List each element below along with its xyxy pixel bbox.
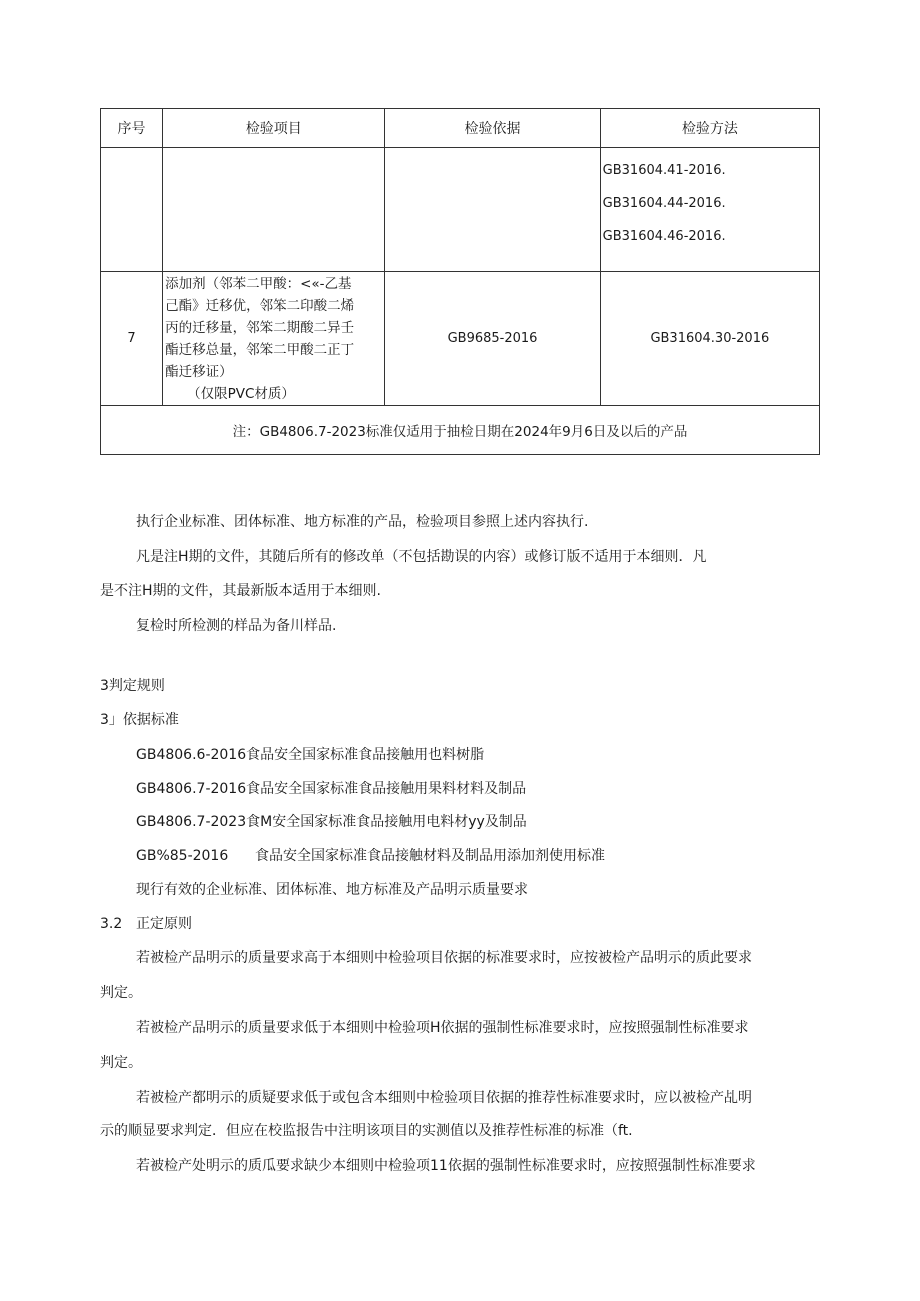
cell-method: GB31604.30-2016	[600, 272, 819, 406]
cell-item	[163, 148, 385, 272]
cell-basis: GB9685-2016	[385, 272, 600, 406]
table-row	[101, 272, 820, 406]
rule-paragraph: 若被检产都明示的质疑要求低于或包含本细则中检验项目依据的推荐性标准要求时，应以被检产乩明	[136, 1090, 752, 1106]
table-note: 注：GB4806.7-2023标准仅适用于抽检日期在2024年9月6日及以后的产品	[101, 406, 820, 455]
item-line: 己酯》迁移优，邻笨二印酸二烯	[165, 297, 355, 314]
item-line: 添加剂（邻苯二甲酸：<«-乙基	[165, 275, 352, 292]
rule-paragraph: 判定。	[100, 985, 142, 1001]
cell-serial	[101, 148, 163, 272]
cell-item	[163, 272, 385, 406]
table-header-row	[101, 109, 820, 148]
method-entry: GB31604.46-2016.	[602, 229, 726, 244]
subsection-heading: 3」依据标准	[100, 712, 179, 728]
subsection-title: 正定原则	[136, 916, 192, 932]
section-heading: 3判定规则	[100, 678, 165, 694]
table-note-row	[101, 406, 820, 455]
header-serial: 序号	[101, 109, 163, 148]
rule-paragraph: 示的顺显要求判定．但应在校监报告中注明该项目的实测值以及推荐性标准的标准（ft.	[100, 1123, 633, 1139]
rule-paragraph: 若被检产品明示的质量要求高于本细则中检验项目依据的标准要求时，应按被检产品明示的质此要求	[136, 950, 752, 966]
header-basis: 检验依据	[385, 109, 600, 148]
item-line: 丙的迁移量，邻笨二期酸二异壬	[165, 319, 355, 336]
item-note: （仅限PVC材质）	[187, 385, 295, 402]
standard-item: GB4806.7-2016食品安全国家标准食品接触用果料材料及制品	[136, 781, 527, 797]
standard-item-code: GB%85-2016	[136, 848, 229, 864]
paragraph: 凡是注H期的文件，其随后所有的修改单（不包括勘误的内容）或修订版不适用于本细则．凡	[136, 549, 707, 565]
rule-paragraph: 若被检产处明示的质瓜要求缺少本细则中检验项11依据的强制性标准要求时，应按照强制性标准要求	[136, 1158, 756, 1174]
item-line: 酯迁移总量，邻笨二甲酸二正丁	[165, 341, 355, 358]
item-line: 酯迁移证）	[165, 363, 233, 380]
subsection-number: 3.2	[100, 916, 123, 932]
cell-method	[600, 148, 819, 272]
standard-item: 现行有效的企业标准、团体标准、地方标准及产品明示质量要求	[136, 882, 528, 898]
standard-item: GB4806.6-2016食品安全国家标准食品接触用也料树脂	[136, 747, 485, 763]
method-entry: GB31604.41-2016.	[602, 163, 726, 178]
header-item: 检验项目	[163, 109, 385, 148]
standard-item-title: 食品安全国家标准食品接触材料及制品用添加剂使用标准	[255, 848, 605, 864]
paragraph: 是不注H期的文件，其最新版本适用于本细则.	[100, 583, 381, 599]
paragraph: 执行企业标准、团体标准、地方标准的产品，检验项目参照上述内容执行.	[136, 514, 589, 530]
cell-serial: 7	[101, 272, 163, 406]
rule-paragraph: 判定。	[100, 1055, 142, 1071]
cell-basis	[385, 148, 600, 272]
item-description	[163, 273, 384, 405]
inspection-table	[100, 108, 820, 455]
method-list	[601, 148, 819, 253]
paragraph: 复检时所检测的样品为备川样品.	[136, 618, 337, 634]
table-row	[101, 148, 820, 272]
standard-item: GB4806.7-2023食M安全国家标准食品接触用电料材yy及制品	[136, 814, 527, 830]
header-method: 检验方法	[600, 109, 819, 148]
method-entry: GB31604.44-2016.	[602, 196, 726, 211]
rule-paragraph: 若被检产品明示的质量要求低于本细则中检验项H依据的强制性标准要求时，应按照强制性标准要求	[136, 1020, 749, 1036]
